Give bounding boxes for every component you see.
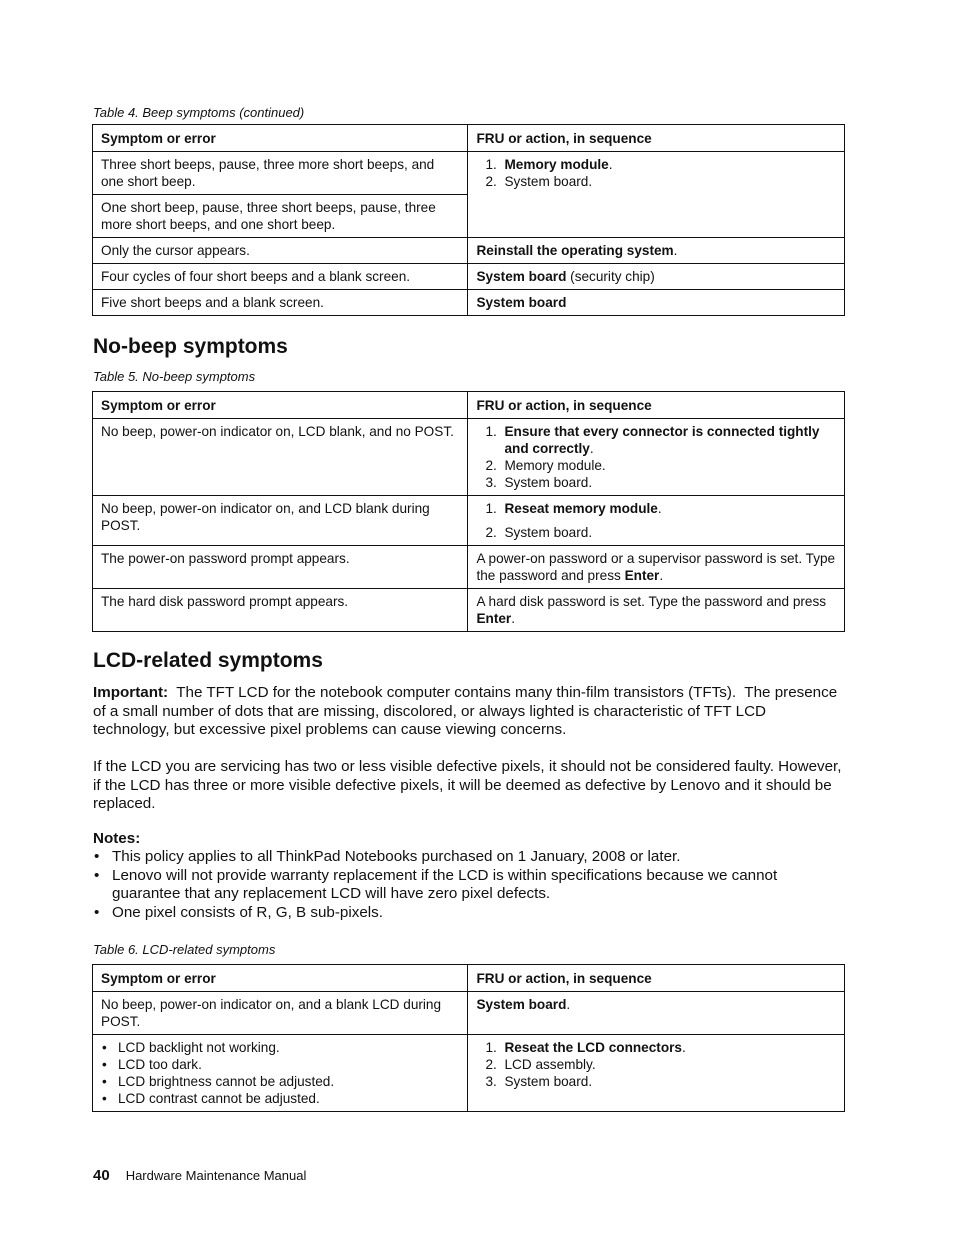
- list-item: • LCD brightness cannot be adjusted.: [102, 1074, 335, 1089]
- list-item: 2. Memory module.: [485, 458, 606, 473]
- table-row: [93, 992, 845, 1035]
- table-row: [93, 238, 845, 264]
- action-cell: [468, 496, 845, 546]
- section-heading-no-beep: No-beep symptoms: [93, 335, 288, 358]
- symptom-cell: [93, 1035, 468, 1112]
- notes-list: [93, 848, 845, 923]
- important-text: The TFT LCD for the notebook computer contains many thin-film transistors (TFTs). The presence of a small number of dots that are missing, discolored, or always lighted is characteristic of TFT LCD technology, but excessive pixel problems can cause viewing concerns.: [93, 684, 842, 739]
- list-item: 1. Memory module.: [485, 157, 613, 172]
- action-cell: [468, 419, 845, 496]
- symptom-cell: Three short beeps, pause, three more short beeps, and one short beep.: [93, 152, 468, 195]
- table-header-row: [93, 392, 845, 419]
- symptom-cell: No beep, power-on indicator on, LCD blank, and no POST.: [93, 419, 468, 496]
- list-item: 1. Reseat memory module.: [485, 501, 662, 516]
- list-item: 2. LCD assembly.: [485, 1057, 596, 1072]
- list-item: • One pixel consists of R, G, B sub-pixels.: [94, 904, 383, 922]
- table-row: [93, 419, 845, 496]
- column-header-symptom: Symptom or error: [93, 125, 468, 152]
- table6-caption: Table 6. LCD-related symptoms: [93, 942, 276, 957]
- column-header-symptom: Symptom or error: [93, 392, 468, 419]
- action-list: [485, 423, 837, 491]
- list-item: • LCD contrast cannot be adjusted.: [102, 1091, 320, 1106]
- table4-caption: Table 4. Beep symptoms (continued): [93, 105, 305, 120]
- list-item: 2. System board.: [485, 525, 593, 540]
- beep-symptoms-table: [92, 124, 845, 316]
- symptom-cell: Four cycles of four short beeps and a blank screen.: [93, 264, 468, 290]
- action-cell: [468, 1035, 845, 1112]
- action-cell: System board (security chip): [468, 264, 845, 290]
- action-list: [485, 156, 837, 190]
- table-row: [93, 546, 845, 589]
- action-cell: Reinstall the operating system.: [468, 238, 845, 264]
- table-row: [93, 152, 845, 195]
- table-row: [93, 496, 845, 546]
- table-row: [93, 1035, 845, 1112]
- page-footer: [93, 1167, 306, 1184]
- list-item: 1. Ensure that every connector is connected tightly and correctly.: [485, 424, 820, 456]
- table-row: [93, 264, 845, 290]
- table-row: [93, 589, 845, 632]
- list-item: • This policy applies to all ThinkPad Notebooks purchased on 1 January, 2008 or later.: [94, 848, 681, 865]
- symptom-list: [101, 1039, 460, 1107]
- important-label: Important:: [93, 684, 169, 701]
- action-list: [485, 500, 837, 541]
- pixel-policy-paragraph: If the LCD you are servicing has two or less visible defective pixels, it should not be considered faulty. However, if the LCD has three or more visible defective pixels, it will be deemed as defective by Lenovo and it should be replaced.: [93, 758, 842, 813]
- table5-caption: Table 5. No-beep symptoms: [93, 369, 256, 384]
- list-item: • Lenovo will not provide warranty replacement if the LCD is within specifications because we cannot guarantee that any replacement LCD will have zero pixel defects.: [94, 866, 778, 903]
- action-cell: System board: [468, 290, 845, 316]
- manual-title: Hardware Maintenance Manual: [125, 1168, 307, 1183]
- list-item: 2. System board.: [485, 174, 593, 189]
- symptom-cell: Only the cursor appears.: [93, 238, 468, 264]
- list-item: 3. System board.: [485, 475, 593, 490]
- list-item: • LCD too dark.: [102, 1057, 202, 1072]
- action-cell: A hard disk password is set. Type the password and press Enter.: [468, 589, 845, 632]
- action-cell: System board.: [468, 992, 845, 1035]
- column-header-symptom: Symptom or error: [93, 965, 468, 992]
- column-header-action: FRU or action, in sequence: [468, 392, 845, 419]
- column-header-action: FRU or action, in sequence: [468, 965, 845, 992]
- important-paragraph: [93, 684, 845, 740]
- action-list: [485, 1039, 837, 1090]
- symptom-cell: Five short beeps and a blank screen.: [93, 290, 468, 316]
- table-row: [93, 290, 845, 316]
- column-header-action: FRU or action, in sequence: [468, 125, 845, 152]
- table-header-row: [93, 965, 845, 992]
- action-cell: A power-on password or a supervisor password is set. Type the password and press Enter.: [468, 546, 845, 589]
- lcd-symptoms-table: [92, 964, 845, 1112]
- no-beep-symptoms-table: [92, 391, 845, 632]
- notes-label: Notes:: [93, 830, 141, 847]
- section-heading-lcd: LCD-related symptoms: [93, 649, 323, 672]
- page-number: 40: [93, 1167, 110, 1184]
- symptom-cell: The power-on password prompt appears.: [93, 546, 468, 589]
- symptom-cell: No beep, power-on indicator on, and LCD blank during POST.: [93, 496, 468, 546]
- table-header-row: [93, 125, 845, 152]
- symptom-cell: One short beep, pause, three short beeps, pause, three more short beeps, and one short beep.: [93, 195, 468, 238]
- action-cell: [468, 152, 845, 238]
- symptom-cell: The hard disk password prompt appears.: [93, 589, 468, 632]
- list-item: 1. Reseat the LCD connectors.: [485, 1040, 686, 1055]
- list-item: • LCD backlight not working.: [102, 1040, 280, 1055]
- symptom-cell: No beep, power-on indicator on, and a blank LCD during POST.: [93, 992, 468, 1035]
- list-item: 3. System board.: [485, 1074, 593, 1089]
